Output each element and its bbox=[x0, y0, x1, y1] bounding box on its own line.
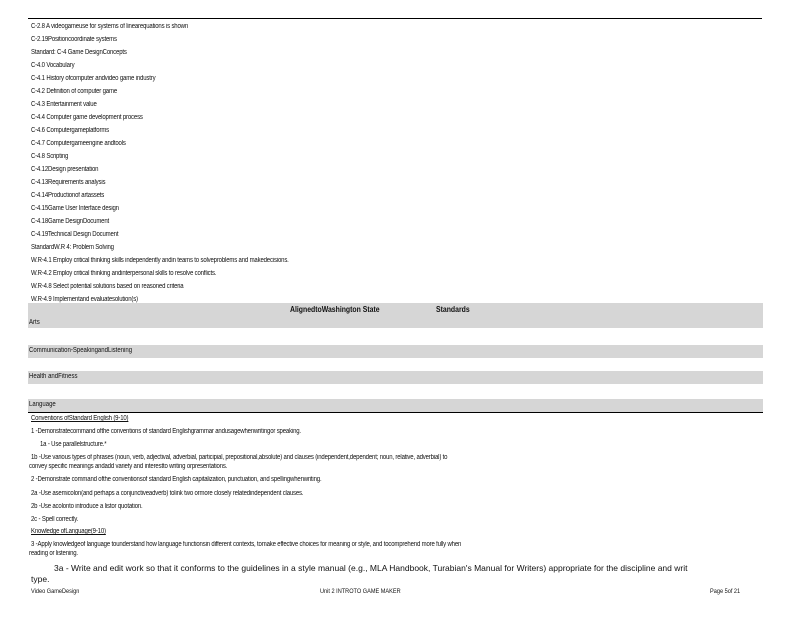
footer-course: Video GameDesign bbox=[31, 588, 80, 595]
standard-3a-continuation: type. bbox=[31, 574, 50, 584]
knowledge-header: Knowledge ofLanguage(9-10) bbox=[31, 528, 106, 535]
list-line: C-4.8 Scripting bbox=[31, 153, 69, 160]
list-line: C-2.19Positioncoordinate systems bbox=[31, 36, 117, 43]
standard-line: 2c - Spell correctly. bbox=[31, 516, 79, 523]
standard-3a-line: 3a - Write and edit work so that it conforms to the guidelines in a style manual (e.g., MLA Handbook, Turabian's Manual for Writers) appropriate for the discipline and writ bbox=[54, 563, 688, 573]
standard-line: 3 -Apply knowledgeof language tounderstand how language functionsin different contexts, tomake effective choices for meaning or style, and tocomprehend more fully when bbox=[31, 541, 462, 548]
standard-line: 2 -Demonstrate command ofthe conventionsof standard English capitalization, punctuation, and spellingwhenwriting. bbox=[31, 476, 322, 483]
standard-line: 1b -Use various types of phrases (noun, verb, adjectival, adverbial, participial, prepositional,absolute) and clauses (independent,dependent; noun, relative, adverbial) to bbox=[31, 454, 448, 461]
aligned-title-standards: Standards bbox=[436, 305, 470, 314]
section-label: Language bbox=[29, 401, 56, 408]
list-line: W.R-4.9 Implementand evaluatesolution(s) bbox=[31, 296, 138, 303]
list-line: C-4.18Game DesignDocument bbox=[31, 218, 110, 225]
list-line: C-4.1 History ofcomputer andvideo game industry bbox=[31, 75, 156, 82]
aligned-title: AlignedtoWashington State bbox=[290, 305, 380, 314]
list-line: Standard: C-4 Game DesignConcepts bbox=[31, 49, 127, 56]
list-line: C-4.4 Computer game development process bbox=[31, 114, 143, 121]
standard-line: 1 -Demonstratecommand ofthe conventions of standard Englishgrammar andusagewhenwritingor speaking. bbox=[31, 428, 301, 435]
list-line: C-4.13Requirements analysis bbox=[31, 179, 106, 186]
section-arts: Arts bbox=[29, 319, 40, 326]
list-line: C-4.0 Vocabulary bbox=[31, 62, 75, 69]
section-band-communication bbox=[28, 345, 763, 358]
list-line: C-4.19Technical Design Document bbox=[31, 231, 119, 238]
list-line: C-4.3 Entertainment value bbox=[31, 101, 97, 108]
standard-line: reading or listening. bbox=[29, 550, 78, 557]
conventions-header: Conventions ofStandard English (9-10) bbox=[31, 415, 129, 422]
curriculum-standards-list bbox=[31, 20, 761, 306]
list-line: StandardW.R 4: Problem Solving bbox=[31, 244, 114, 251]
list-line: C-2.8 A videogameuse for systems of linearequations is shown bbox=[31, 23, 189, 30]
standard-line: 1a - Use parallelstructure.* bbox=[40, 441, 107, 448]
list-line: W.R-4.1 Employ critical thinking skills independently andin teams to solveproblems and makedecisions. bbox=[31, 257, 289, 264]
list-line: W.R-4.2 Employ critical thinking andinterpersonal skills to resolve conflicts. bbox=[31, 270, 217, 277]
list-line: C-4.6 Computergameplatforms bbox=[31, 127, 110, 134]
list-line: C-4.14Productionof artassets bbox=[31, 192, 105, 199]
standard-line: convey specific meanings andadd variety and interestto writing orpresentations. bbox=[29, 463, 228, 470]
list-line: C-4.7 Computergameengine andtools bbox=[31, 140, 126, 147]
list-line: W.R-4.8 Select potential solutions based on reasoned criteria bbox=[31, 283, 184, 290]
list-line: C-4.2 Definition of computer game bbox=[31, 88, 118, 95]
section-band-language bbox=[28, 399, 763, 412]
list-line: C-4.12Design presentation bbox=[31, 166, 99, 173]
section-band-health bbox=[28, 371, 763, 384]
footer-page-number: Page 5of 21 bbox=[710, 588, 741, 595]
footer-unit: Unit 2 INTROTO GAME MAKER bbox=[320, 588, 401, 595]
section-label: Health andFitness bbox=[29, 373, 78, 380]
section-label: Communication-SpeakingandListening bbox=[29, 347, 133, 354]
language-rule bbox=[28, 412, 763, 413]
standard-line: 2a -Use asemicolon(and perhaps a conjunctiveadverb) tolink two ormore closely relatedindependent clauses. bbox=[31, 490, 304, 497]
list-line: C-4.15Game User Interface design bbox=[31, 205, 119, 212]
standard-line: 2b -Use acolonto introduce a listor quotation. bbox=[31, 503, 143, 510]
top-rule bbox=[28, 18, 762, 19]
aligned-standards-header bbox=[28, 303, 763, 328]
